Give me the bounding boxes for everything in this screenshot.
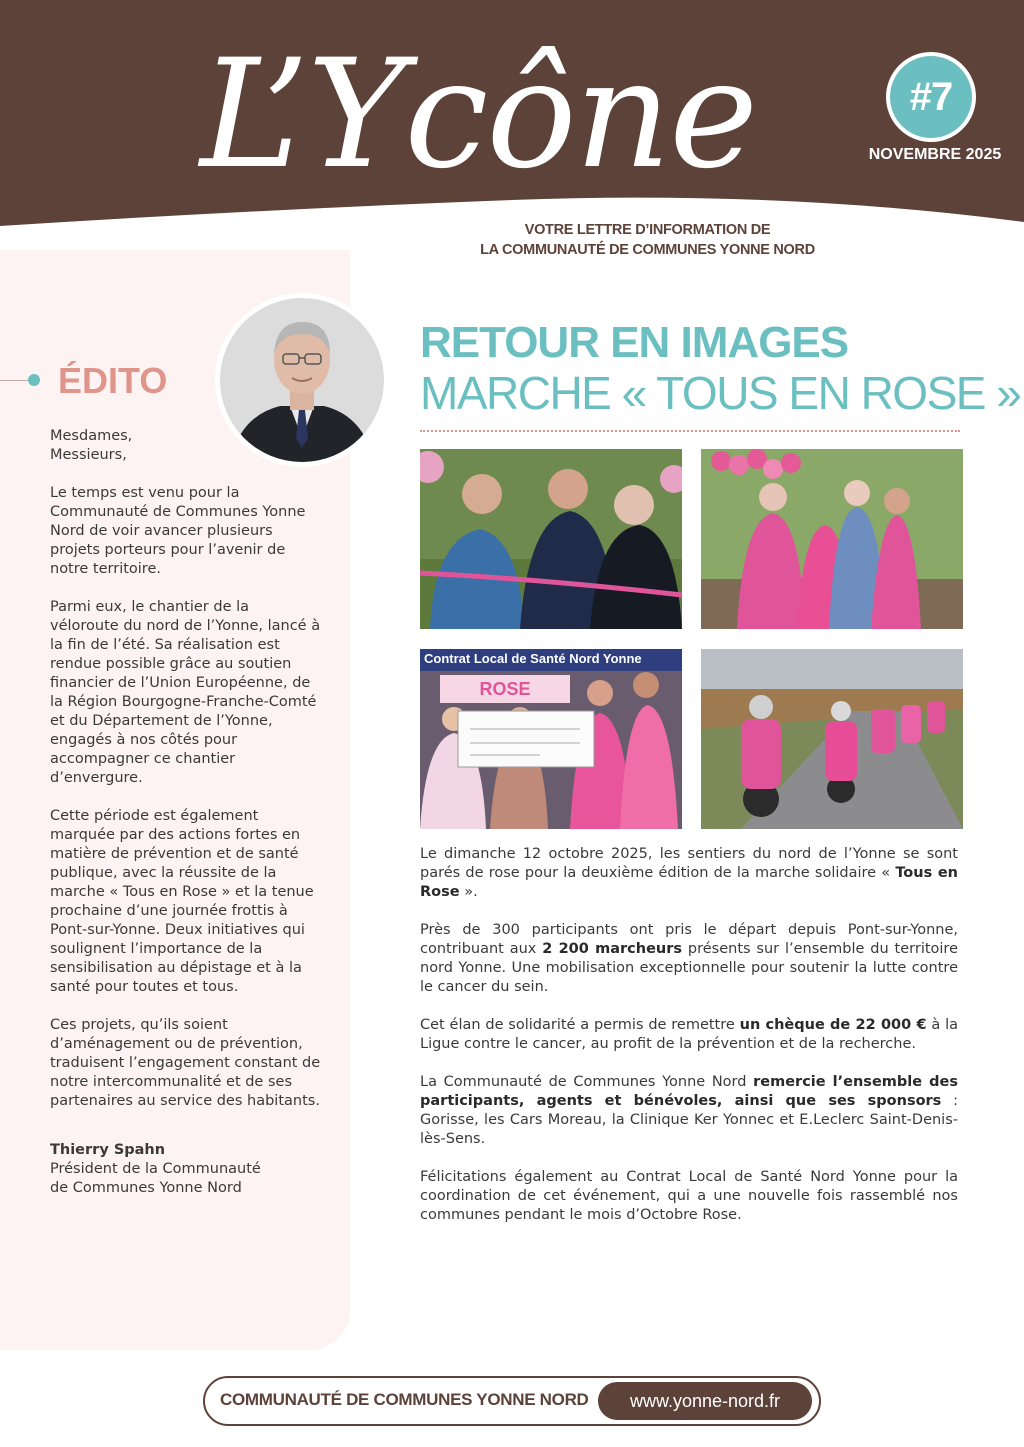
p3-text-a: Cet élan de solidarité a permis de remettre [420, 1017, 740, 1033]
masthead-tagline [470, 220, 825, 260]
edito-paragraph-4: Ces projets, qu’ils soient d’aménagement ou de prévention, traduisent l’engagement constant de notre intercommunalité et de ses partenaires au service des habitants. [50, 1017, 321, 1109]
p4-text-a: La Communauté de Communes Yonne Nord [420, 1074, 754, 1090]
photo-cheque-handover [420, 649, 682, 829]
edito-bullet-icon [28, 374, 40, 386]
p2-text-c: présents sur l’ensemble du territoire nord Yonne. Une mobilisation exceptionnelle pour soutenir la lutte contre le cancer du sein. [420, 941, 958, 995]
edito-title: ÉDITO [58, 360, 168, 401]
p3-text-b: un chèque de 22 000 € [739, 1017, 927, 1033]
issue-date: NOVEMBRE 2025 [868, 146, 1002, 163]
signer-role-2: de Communes Yonne Nord [50, 1180, 242, 1196]
masthead-logo: L’Ycône [200, 28, 757, 202]
article-paragraph-4 [420, 1073, 958, 1149]
p1-text-c: ». [459, 884, 478, 900]
edito-text [50, 427, 322, 1217]
svg-text:ROSE: ROSE [479, 679, 531, 699]
p2-text-b: 2 200 marcheurs [542, 941, 683, 957]
article-heading: RETOUR EN IMAGES [420, 318, 849, 367]
article-paragraph-2 [420, 921, 958, 997]
article-subheading: MARCHE « TOUS EN ROSE » [420, 367, 1021, 419]
photo-ribbon-cutting [420, 449, 682, 629]
photo-marchers [701, 449, 963, 629]
article-body [420, 845, 958, 1244]
tagline-line-1: VOTRE LETTRE D’INFORMATION DE [524, 222, 771, 238]
article-paragraph-3 [420, 1016, 958, 1054]
edito-rule [0, 380, 30, 381]
p4-text-c: : Gorisse, les Cars Moreau, la Clinique Ker Yonnec et E.Leclerc Saint-Denis-lès-Sens. [420, 1093, 959, 1147]
tagline-line-2: LA COMMUNAUTÉ DE COMMUNES YONNE NORD [480, 242, 815, 258]
edito-paragraph-2: Parmi eux, le chantier de la véloroute du nord de l’Yonne, lancé à la fin de l’été. Sa réalisation est rendue possible grâce au soutien financier de l’Union Européenne, de la Région Bourgogne-Franche-Comté et du Département de l’Yonne, engagés à nos côtés pour accompagner ce chantier d’envergure. [50, 599, 321, 786]
p4-text-b: remercie l’ensemble des participants, agents et bénévoles, ainsi que ses sponsors [420, 1074, 958, 1109]
p1-text-a: Le dimanche 12 octobre 2025, les sentiers du nord de l’Yonne se sont parés de rose pour la deuxième édition de la marche solidaire « [420, 846, 958, 881]
photo-banner-text: Contrat Local de Santé Nord Yonne [424, 651, 642, 666]
signer-name: Thierry Spahn [50, 1142, 166, 1158]
article-paragraph-5: Félicitations également au Contrat Local de Santé Nord Yonne pour la coordination de cet événement, qui a une nouvelle fois rassemblé nos communes pendant le mois d’Octobre Rose. [420, 1169, 958, 1223]
edito-paragraph-1: Le temps est venu pour la Communauté de Communes Yonne Nord de voir avancer plusieurs projets porteurs pour l’avenir de notre territoire. [50, 485, 306, 577]
p3-text-c: à la Ligue contre le cancer, au profit de la prévention et de la recherche. [420, 1017, 958, 1052]
p2-text-a: Près de 300 participants ont pris le départ depuis Pont-sur-Yonne, contribuant aux [420, 922, 958, 957]
greeting-line-2: Messieurs, [50, 447, 127, 463]
edito-signature [50, 1141, 322, 1198]
photo-motorcycles [701, 649, 963, 829]
footer-website-link[interactable]: www.yonne-nord.fr [598, 1382, 812, 1420]
article-paragraph-1 [420, 845, 958, 902]
edito-paragraph-3: Cette période est également marquée par des actions fortes en matière de prévention et de santé publique, avec la réussite de la marche « Tous en Rose » et la tenue prochaine d’une journée frottis à Pont-sur-Yonne. Deux initiatives qui soulignent l’importance de la sensibilisation au dépistage et à la santé pour toutes et tous. [50, 808, 314, 995]
dotted-divider [420, 430, 960, 432]
footer-organization: COMMUNAUTÉ DE COMMUNES YONNE NORD [220, 1390, 589, 1409]
edito-greeting [50, 427, 322, 465]
p1-text-b: Tous en Rose [420, 865, 958, 900]
greeting-line-1: Mesdames, [50, 428, 133, 444]
issue-number-badge: #7 [886, 52, 976, 142]
signer-role-1: Président de la Communauté [50, 1161, 261, 1177]
